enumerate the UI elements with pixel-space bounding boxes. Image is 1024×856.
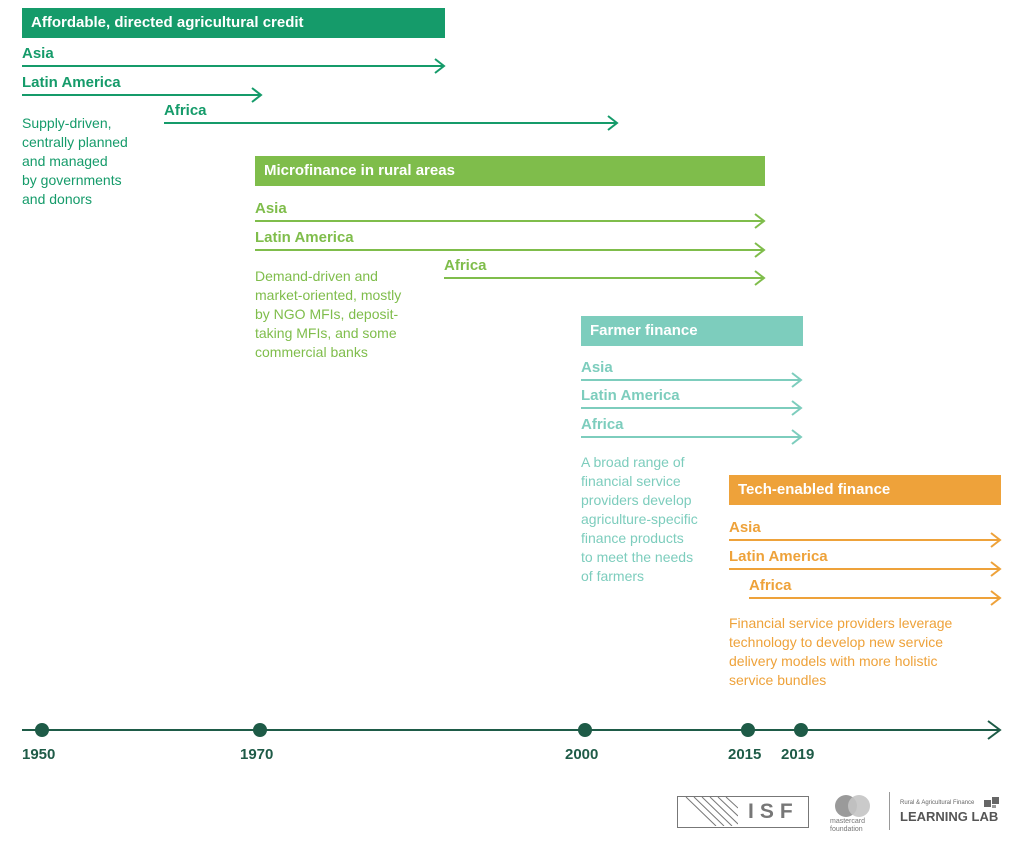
year-label-2000: 2000 xyxy=(565,746,599,763)
era3-description-line: of farmers xyxy=(581,568,645,584)
era1-region-latin-america: Latin America xyxy=(22,74,121,91)
era1-description-line: Supply-driven, xyxy=(22,115,112,131)
learning-lab-icon xyxy=(984,797,1000,809)
mastercard-circles-icon xyxy=(832,794,874,818)
learning-lab-title: LEARNING LAB xyxy=(900,809,999,824)
year-label-2015: 2015 xyxy=(728,746,762,763)
era2-region-africa: Africa xyxy=(444,257,487,274)
era1-description-line: and donors xyxy=(22,191,93,207)
logo-divider xyxy=(889,792,890,830)
era3-description-line: agriculture-specific xyxy=(581,511,698,527)
era2-region-asia: Asia xyxy=(255,200,287,217)
era3-banner: Farmer finance xyxy=(581,316,803,346)
era3-description-line: A broad range of xyxy=(581,454,685,470)
era2-region-latin-america: Latin America xyxy=(255,229,354,246)
learning-lab-subtitle: Rural & Agricultural Finance xyxy=(900,800,975,806)
era3-description xyxy=(581,453,698,586)
learning-lab-logo xyxy=(900,797,1002,827)
era1-region-africa: Africa xyxy=(164,102,207,119)
era4-region-latin-america: Latin America xyxy=(729,548,828,565)
era3-region-asia: Asia xyxy=(581,359,613,376)
mastercard-foundation-text xyxy=(830,818,865,834)
era3-description-line: financial service xyxy=(581,473,681,489)
era4-banner: Tech-enabled finance xyxy=(729,475,1001,505)
timeline-dot-2015 xyxy=(741,723,755,737)
era2-description-line: Demand-driven and xyxy=(255,268,378,284)
year-label-1970: 1970 xyxy=(240,746,274,763)
era1-region-asia: Asia xyxy=(22,45,54,62)
timeline-dot-2000 xyxy=(578,723,592,737)
era4-description-line: Financial service providers leverage xyxy=(729,615,953,631)
era1-description xyxy=(22,114,128,209)
era3-region-africa: Africa xyxy=(581,416,624,433)
era1-description-line: and managed xyxy=(22,153,108,169)
era4-region-asia: Asia xyxy=(729,519,761,536)
era1-description-line: by governments xyxy=(22,172,122,188)
era2-description xyxy=(255,267,401,362)
era4-description xyxy=(729,614,952,690)
era2-banner: Microfinance in rural areas xyxy=(255,156,765,186)
era2-description-line: by NGO MFIs, deposit- xyxy=(255,306,399,322)
era4-description-line: technology to develop new service xyxy=(729,634,944,650)
era2-description-line: taking MFIs, and some xyxy=(255,325,397,341)
year-label-2019: 2019 xyxy=(781,746,815,763)
isf-logo xyxy=(677,796,809,828)
era4-region-africa: Africa xyxy=(749,577,792,594)
era1-description-line: centrally planned xyxy=(22,134,128,150)
mastercard-text-line: foundation xyxy=(830,826,863,833)
era3-description-line: finance products xyxy=(581,530,684,546)
mastercard-text-line: mastercard xyxy=(830,818,866,825)
era4-description-line: service bundles xyxy=(729,672,827,688)
era4-description-line: delivery models with more holistic xyxy=(729,653,938,669)
era3-region-latin-america: Latin America xyxy=(581,387,680,404)
era2-description-line: commercial banks xyxy=(255,344,368,360)
era3-description-line: providers develop xyxy=(581,492,692,508)
era2-description-line: market-oriented, mostly xyxy=(255,287,402,303)
isf-logo-pattern xyxy=(678,797,738,826)
era1-banner: Affordable, directed agricultural credit xyxy=(22,8,445,38)
timeline-dot-1950 xyxy=(35,723,49,737)
timeline-dot-2019 xyxy=(794,723,808,737)
year-label-1950: 1950 xyxy=(22,746,56,763)
era3-description-line: to meet the needs xyxy=(581,549,694,565)
isf-logo-text: ISF xyxy=(748,800,799,823)
timeline-axis xyxy=(22,721,1000,739)
mastercard-foundation-logo xyxy=(830,794,876,834)
timeline-dot-1970 xyxy=(253,723,267,737)
